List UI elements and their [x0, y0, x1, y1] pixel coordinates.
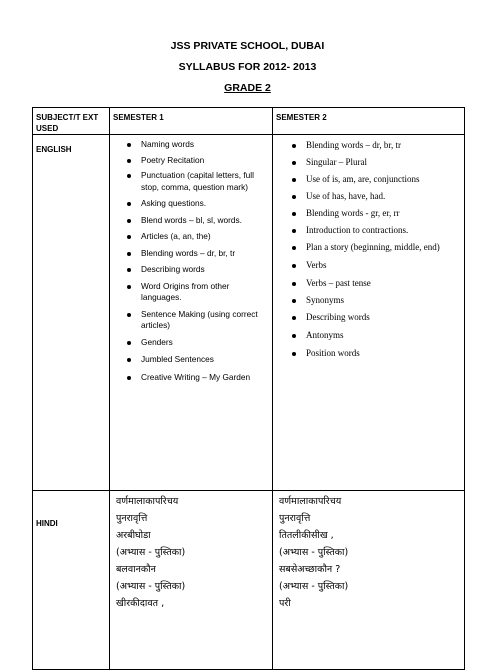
english-semester-2-cell — [273, 135, 465, 491]
hindi-line: सबसेअच्छाकौन ? — [279, 564, 341, 575]
bullet-icon — [127, 313, 131, 317]
list-item-text: Word Origins from other languages. — [141, 280, 230, 302]
list-item-text: Blending words – dr, br, tr — [141, 247, 236, 258]
hindi-semester-2-cell — [273, 491, 465, 670]
hindi-line: (अभ्यास - पुस्तिका) — [279, 581, 349, 592]
list-item — [273, 174, 464, 185]
hindi-line: तितलीकीसीख , — [279, 530, 334, 541]
bullet-icon — [127, 202, 131, 206]
list-item-text: Blend words – bl, sl, words. — [141, 214, 242, 225]
bullet-icon — [292, 178, 296, 182]
list-item — [110, 354, 272, 366]
bullet-icon — [292, 352, 296, 356]
subject-english: ENGLISH — [33, 135, 110, 491]
table-header-row — [33, 108, 465, 135]
school-name: JSS PRIVATE SCHOOL, DUBAI — [170, 40, 325, 52]
list-item-text: Jumbled Sentences — [141, 354, 214, 364]
list-item — [110, 372, 272, 384]
list-item — [110, 170, 272, 193]
bullet-icon — [292, 316, 296, 320]
list-item — [273, 208, 464, 219]
bullet-icon — [292, 246, 296, 250]
hindi-line: पुनरावृत्ति — [279, 513, 311, 524]
list-item-text: Creative Writing – My Garden — [141, 371, 251, 382]
list-item — [273, 278, 464, 289]
list-item-text: Verbs – past tense — [306, 278, 371, 288]
english-sem1-list — [110, 139, 272, 383]
hindi-line: बलवानकौन — [116, 564, 156, 575]
bullet-icon — [292, 334, 296, 338]
list-item-text: Position words — [306, 348, 360, 358]
list-item — [110, 264, 272, 276]
hindi-semester-1-cell — [110, 491, 273, 670]
list-item-text: Synonyms — [306, 295, 345, 305]
list-item-text: Use of is, am, are, conjunctions — [306, 174, 420, 184]
bullet-icon — [127, 174, 131, 178]
bullet-icon — [127, 143, 131, 147]
bullet-icon — [292, 282, 296, 286]
list-item — [110, 139, 272, 151]
list-item-text: Antonyms — [306, 330, 344, 340]
bullet-icon — [127, 376, 131, 380]
list-item-text: Articles (a, an, the) — [141, 231, 211, 241]
list-item-text: Describing words — [141, 264, 205, 274]
bullet-icon — [127, 235, 131, 239]
bullet-icon — [292, 264, 296, 268]
list-item — [273, 242, 464, 253]
list-item — [110, 215, 272, 227]
list-item-text: Genders — [141, 336, 173, 347]
list-item — [273, 348, 464, 359]
english-sem2-list — [273, 140, 464, 359]
bullet-icon — [127, 252, 131, 256]
bullet-icon — [292, 161, 296, 165]
bullet-icon — [292, 144, 296, 148]
list-item-text: Naming words — [141, 139, 195, 149]
bullet-icon — [292, 299, 296, 303]
col-header-semester-1: SEMESTER 1 — [110, 108, 273, 135]
bullet-icon — [127, 358, 131, 362]
col-header-semester-2: SEMESTER 2 — [273, 108, 465, 135]
list-item-text: Verbs — [306, 260, 327, 270]
list-item — [273, 225, 464, 236]
table-row-english — [33, 135, 465, 491]
hindi-line: पुनरावृत्ति — [116, 513, 148, 524]
list-item-text: Poetry Recitation — [141, 154, 205, 165]
bullet-icon — [127, 285, 131, 289]
list-item — [110, 309, 272, 332]
list-item — [110, 155, 272, 167]
list-item-text: Asking questions. — [141, 198, 207, 208]
list-item — [110, 281, 272, 304]
list-item — [273, 140, 464, 151]
list-item — [110, 248, 272, 260]
list-item — [273, 157, 464, 168]
hindi-line: परी — [279, 598, 291, 609]
bullet-icon — [127, 268, 131, 272]
hindi-line: (अभ्यास - पुस्तिका) — [116, 581, 186, 592]
bullet-icon — [127, 219, 131, 223]
hindi-line: वर्णमालाकापरिचय — [279, 496, 342, 507]
table-row-hindi — [33, 491, 465, 670]
list-item-text: Use of has, have, had. — [306, 191, 386, 201]
list-item — [273, 312, 464, 323]
hindi-line: खीरकीदावत , — [116, 598, 165, 609]
syllabus-title: SYLLABUS FOR 2012- 2013 — [178, 61, 317, 73]
hindi-line: (अभ्यास - पुस्तिका) — [279, 547, 349, 558]
hindi-line: (अभ्यास - पुस्तिका) — [116, 547, 186, 558]
list-item — [273, 191, 464, 202]
list-item — [273, 260, 464, 271]
list-item-text: Blending words - gr, er, rr — [306, 208, 400, 218]
list-item — [273, 295, 464, 306]
subject-hindi: HINDI — [33, 491, 110, 670]
list-item-text: Singular – Plural — [306, 157, 367, 167]
bullet-icon — [292, 195, 296, 199]
list-item — [273, 330, 464, 341]
bullet-icon — [292, 229, 296, 233]
list-item-text: Punctuation (capital letters, full stop, comma, question mark) — [141, 170, 254, 192]
hindi-line: वर्णमालाकापरिचय — [116, 496, 179, 507]
hindi-line: अरबीघोडा — [116, 530, 151, 541]
bullet-icon — [127, 159, 131, 163]
list-item — [110, 231, 272, 243]
list-item — [110, 337, 272, 349]
english-semester-1-cell — [110, 135, 273, 491]
list-item — [110, 198, 272, 210]
bullet-icon — [127, 341, 131, 345]
bullet-icon — [292, 212, 296, 216]
grade-title: GRADE 2 — [224, 82, 271, 94]
list-item-text: Introduction to contractions. — [306, 225, 409, 235]
list-item-text: Describing words — [306, 312, 370, 322]
list-item-text: Blending words – dr, br, tr — [306, 140, 402, 150]
list-item-text: Sentence Making (using correct articles) — [141, 308, 258, 330]
list-item-text: Plan a story (beginning, middle, end) — [306, 242, 440, 252]
syllabus-table — [32, 107, 465, 670]
col-header-subject: SUBJECT/T EXT USED — [33, 108, 110, 135]
